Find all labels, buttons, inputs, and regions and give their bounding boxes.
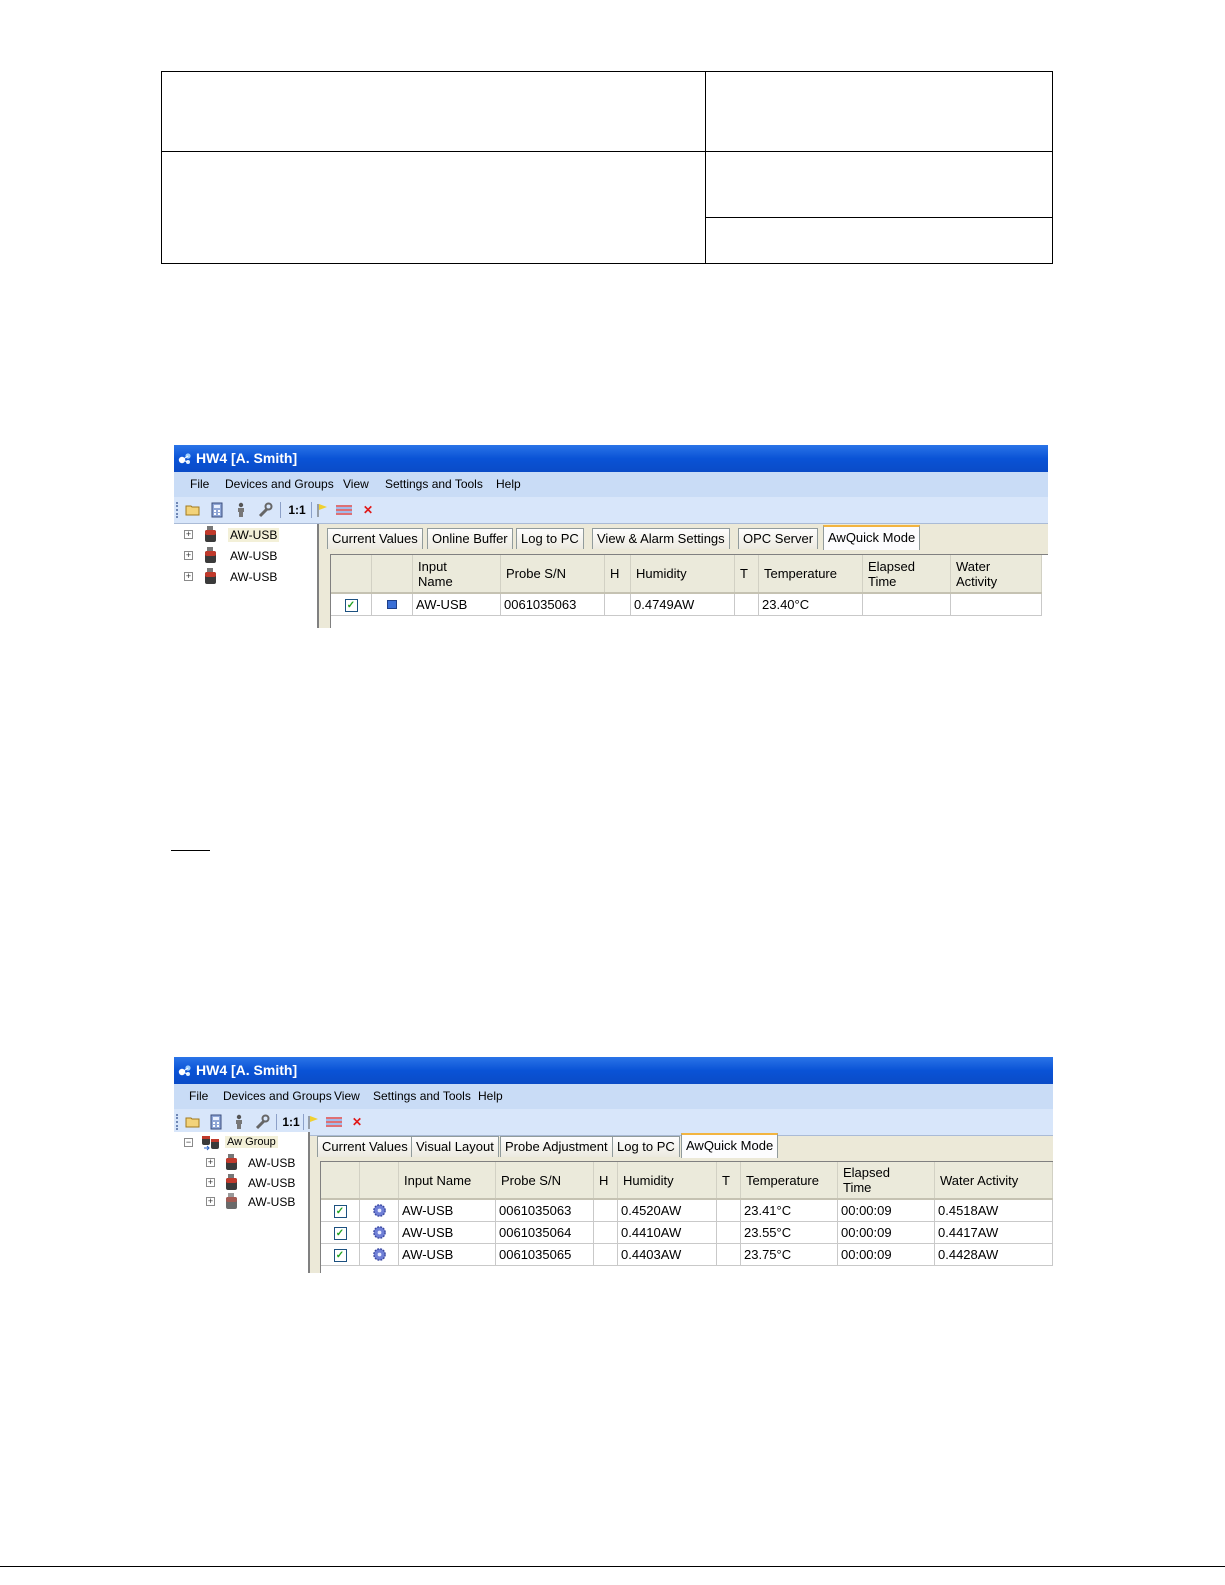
cell-t xyxy=(717,1221,741,1243)
open-folder-icon[interactable] xyxy=(185,1114,201,1130)
page-bottom-rule xyxy=(0,1566,1225,1567)
underline-mark xyxy=(171,850,210,851)
open-folder-icon[interactable] xyxy=(185,502,201,518)
header-label: Name xyxy=(418,573,453,589)
col-t-header[interactable]: T xyxy=(717,1162,741,1199)
wrench-icon[interactable] xyxy=(257,502,273,518)
cell-probe-sn: 0061035063 xyxy=(496,1199,594,1221)
delete-icon[interactable]: ✕ xyxy=(362,503,374,517)
flag-icon[interactable] xyxy=(315,502,331,518)
col-temperature-header[interactable]: Temperature xyxy=(759,555,863,593)
toolbar-separator xyxy=(276,1114,277,1130)
device-tree xyxy=(174,1132,310,1273)
col-probe-sn-header[interactable]: Probe S/N xyxy=(496,1162,594,1199)
col-temperature-header[interactable]: Temperature xyxy=(741,1162,838,1199)
col-elapsed-time-header[interactable] xyxy=(863,555,951,593)
cell-humidity: 0.4749AW xyxy=(631,593,735,615)
row-checkbox-cell[interactable] xyxy=(321,1199,360,1221)
flag-icon[interactable] xyxy=(306,1114,322,1130)
menu-view[interactable]: View xyxy=(334,1089,360,1103)
app-window-2 xyxy=(174,1057,1053,1273)
tree-node-label: AW-USB xyxy=(230,549,278,563)
header-label: Time xyxy=(843,1180,872,1195)
expand-icon[interactable]: + xyxy=(207,1157,214,1167)
cell-water-activity: 0.4428AW xyxy=(935,1243,1053,1265)
menu-settings-and-tools[interactable]: Settings and Tools xyxy=(385,477,483,491)
probe-device-icon xyxy=(202,547,218,564)
col-humidity-header[interactable]: Humidity xyxy=(618,1162,717,1199)
app-window-1 xyxy=(174,445,1048,628)
expand-icon[interactable]: + xyxy=(185,529,192,539)
table-row-divider xyxy=(162,151,1052,152)
col-check-header[interactable] xyxy=(331,555,372,593)
row-checkbox[interactable]: ✓ xyxy=(334,1227,347,1240)
probe-device-icon xyxy=(223,1174,239,1191)
menu-file[interactable]: File xyxy=(190,477,210,491)
document-table xyxy=(161,71,1053,264)
menu-devices-and-groups[interactable]: Devices and Groups xyxy=(223,1089,332,1103)
col-water-activity-header[interactable] xyxy=(951,555,1042,593)
header-label: Input xyxy=(418,558,447,574)
row-checkbox-cell[interactable] xyxy=(331,593,372,615)
expand-icon[interactable]: + xyxy=(185,571,192,581)
tab-probe-adjustment[interactable]: Probe Adjustment xyxy=(500,1136,613,1157)
cell-temperature: 23.41°C xyxy=(741,1199,838,1221)
col-input-name-header[interactable]: Input Name xyxy=(399,1162,496,1199)
tab-awquick-mode[interactable]: AwQuick Mode xyxy=(823,525,920,550)
device-tree xyxy=(174,524,319,628)
gear-icon xyxy=(372,1203,387,1218)
menu-help[interactable]: Help xyxy=(478,1089,503,1103)
cell-h xyxy=(605,593,631,615)
cell-elapsed-time: 00:00:09 xyxy=(838,1199,935,1221)
col-input-name-header[interactable] xyxy=(413,555,501,593)
col-check-header[interactable] xyxy=(321,1162,360,1199)
title-bar xyxy=(174,1057,1053,1084)
row-icon-cell xyxy=(360,1221,399,1243)
toolbar-grip[interactable] xyxy=(176,1114,180,1130)
row-icon-cell xyxy=(360,1243,399,1265)
expand-icon[interactable]: + xyxy=(185,550,192,560)
cell-temperature: 23.40°C xyxy=(759,593,863,615)
calculator-icon[interactable] xyxy=(208,1114,224,1130)
cell-t xyxy=(717,1199,741,1221)
cell-elapsed-time: 00:00:09 xyxy=(838,1243,935,1265)
title-bar xyxy=(174,445,1048,472)
tab-visual-layout[interactable]: Visual Layout xyxy=(411,1136,499,1157)
col-t-header[interactable]: T xyxy=(735,555,759,593)
menu-help[interactable]: Help xyxy=(496,477,521,491)
expand-icon[interactable]: + xyxy=(207,1177,214,1187)
window-title: HW4 [A. Smith] xyxy=(196,450,298,466)
probe-device-icon xyxy=(223,1154,239,1171)
menu-view[interactable]: View xyxy=(343,477,369,491)
menu-file[interactable]: File xyxy=(189,1089,209,1103)
cell-input-name: AW-USB xyxy=(399,1199,496,1221)
cell-temperature: 23.55°C xyxy=(741,1221,838,1243)
col-humidity-header[interactable]: Humidity xyxy=(631,555,735,593)
cell-input-name: AW-USB xyxy=(413,593,501,615)
tree-node-label: AW-USB xyxy=(248,1156,296,1170)
cell-elapsed-time xyxy=(863,593,951,615)
table-row[interactable] xyxy=(321,1243,1053,1265)
cell-humidity: 0.4520AW xyxy=(618,1199,717,1221)
row-checkbox-cell[interactable] xyxy=(321,1243,360,1265)
table-cell-divider xyxy=(705,217,1052,218)
cell-water-activity xyxy=(951,593,1042,615)
one-to-one-button[interactable]: 1:1 xyxy=(282,1115,300,1129)
app-logo-icon xyxy=(177,1063,193,1078)
header-label: Elapsed xyxy=(843,1165,890,1180)
col-probe-sn-header[interactable]: Probe S/N xyxy=(501,555,605,593)
tab-strip xyxy=(314,1133,1053,1159)
tree-node-label: AW-USB xyxy=(248,1176,296,1190)
cell-temperature: 23.75°C xyxy=(741,1243,838,1265)
app-logo-icon xyxy=(177,451,193,466)
tab-view-alarm-settings[interactable]: View & Alarm Settings xyxy=(592,528,730,549)
cell-h xyxy=(594,1243,618,1265)
table-column-divider xyxy=(705,72,706,263)
tab-current-values[interactable]: Current Values xyxy=(327,528,423,549)
toolbar-separator xyxy=(303,1114,304,1130)
row-checkbox-cell[interactable] xyxy=(321,1221,360,1243)
col-icon-header[interactable] xyxy=(372,555,413,593)
col-h-header[interactable]: H xyxy=(594,1162,618,1199)
cell-probe-sn: 0061035064 xyxy=(496,1221,594,1243)
wrench-icon[interactable] xyxy=(254,1114,270,1130)
tab-log-to-pc[interactable]: Log to PC xyxy=(516,528,584,549)
menu-bar xyxy=(174,1084,1053,1109)
menu-devices-and-groups[interactable]: Devices and Groups xyxy=(225,477,334,491)
cell-humidity: 0.4410AW xyxy=(618,1221,717,1243)
values-grid xyxy=(330,554,1048,628)
header-label: Water xyxy=(956,558,991,574)
toolbar-separator xyxy=(280,502,281,518)
calculator-icon[interactable] xyxy=(209,502,225,518)
probe-device-icon xyxy=(202,526,218,543)
user-icon[interactable] xyxy=(233,502,249,518)
cell-elapsed-time: 00:00:09 xyxy=(838,1221,935,1243)
tree-node-label: AW-USB xyxy=(248,1195,296,1209)
row-icon-cell xyxy=(372,593,413,615)
alarm-lines-icon[interactable] xyxy=(335,502,351,518)
toolbar-grip[interactable] xyxy=(176,502,180,518)
menu-settings-and-tools[interactable]: Settings and Tools xyxy=(373,1089,471,1103)
cell-t xyxy=(735,593,759,615)
cell-humidity: 0.4403AW xyxy=(618,1243,717,1265)
tab-online-buffer[interactable]: Online Buffer xyxy=(427,528,513,549)
tree-node-label: AW-USB xyxy=(230,570,278,584)
row-checkbox[interactable]: ✓ xyxy=(345,599,358,612)
col-h-header[interactable]: H xyxy=(605,555,631,593)
device-group-icon xyxy=(201,1134,221,1151)
alarm-lines-icon[interactable] xyxy=(325,1114,341,1130)
cell-water-activity: 0.4518AW xyxy=(935,1199,1053,1221)
cell-t xyxy=(717,1243,741,1265)
toolbar xyxy=(174,497,1048,524)
tab-strip xyxy=(324,525,1048,551)
expand-icon[interactable]: + xyxy=(207,1196,214,1206)
probe-device-icon xyxy=(223,1193,239,1210)
window-title: HW4 [A. Smith] xyxy=(196,1062,298,1078)
row-checkbox[interactable]: ✓ xyxy=(334,1249,347,1262)
col-water-activity-header[interactable]: Water Activity xyxy=(935,1162,1053,1199)
tree-node-label: AW-USB xyxy=(230,528,278,542)
table-row[interactable] xyxy=(321,1221,1053,1243)
tab-awquick-mode[interactable]: AwQuick Mode xyxy=(681,1133,778,1158)
col-icon-header[interactable] xyxy=(360,1162,399,1199)
tab-log-to-pc[interactable]: Log to PC xyxy=(612,1136,680,1157)
menu-bar xyxy=(174,472,1048,497)
row-icon-cell xyxy=(360,1199,399,1221)
cell-h xyxy=(594,1199,618,1221)
one-to-one-button[interactable]: 1:1 xyxy=(288,503,306,517)
toolbar-separator xyxy=(311,502,312,518)
cell-input-name: AW-USB xyxy=(399,1221,496,1243)
values-grid xyxy=(320,1161,1053,1273)
cell-probe-sn: 0061035065 xyxy=(496,1243,594,1265)
header-label: Elapsed xyxy=(868,558,915,574)
header-label: Time xyxy=(868,573,897,589)
tree-group-label: Aw Group xyxy=(227,1136,276,1148)
gear-icon xyxy=(372,1247,387,1262)
col-elapsed-time-header[interactable] xyxy=(838,1162,935,1199)
delete-icon[interactable]: ✕ xyxy=(351,1115,363,1129)
gear-icon xyxy=(372,1225,387,1240)
table-row[interactable] xyxy=(321,1199,1053,1221)
cell-input-name: AW-USB xyxy=(399,1243,496,1265)
input-status-icon xyxy=(387,600,397,609)
cell-h xyxy=(594,1221,618,1243)
probe-device-icon xyxy=(202,568,218,585)
tab-current-values[interactable]: Current Values xyxy=(317,1136,413,1157)
cell-water-activity: 0.4417AW xyxy=(935,1221,1053,1243)
tab-opc-server[interactable]: OPC Server xyxy=(738,528,818,549)
header-label: Activity xyxy=(956,573,998,589)
user-icon[interactable] xyxy=(231,1114,247,1130)
collapse-icon[interactable]: − xyxy=(185,1137,192,1147)
row-checkbox[interactable]: ✓ xyxy=(334,1205,347,1218)
cell-probe-sn: 0061035063 xyxy=(501,593,605,615)
table-row[interactable] xyxy=(331,593,1042,615)
